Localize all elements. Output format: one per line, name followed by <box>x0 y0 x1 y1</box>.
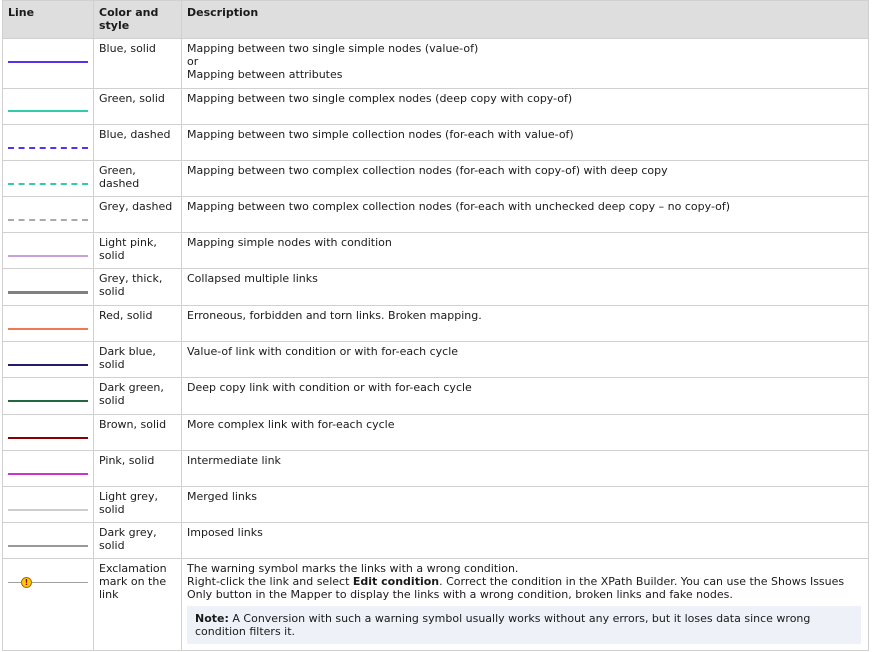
header-color-style: Color and style <box>94 1 182 39</box>
description-cell <box>182 559 869 651</box>
line-sample-cell <box>3 306 94 342</box>
warning-row <box>3 559 869 651</box>
color-style-cell: Dark grey, solid <box>94 523 182 559</box>
description-text: Mapping between two single simple nodes (value-of) <box>187 42 479 55</box>
line-sample-cell <box>3 559 94 651</box>
line-sample <box>8 110 88 112</box>
line-sample-cell <box>3 451 94 487</box>
color-style-cell: Blue, solid <box>94 39 182 89</box>
description-text: The warning symbol marks the links with a wrong condition. <box>187 562 519 575</box>
line-sample-cell <box>3 487 94 523</box>
description-cell <box>182 342 869 378</box>
line-sample <box>8 473 88 475</box>
line-sample <box>8 183 88 185</box>
legend-row <box>3 233 869 269</box>
description-cell <box>182 523 869 559</box>
note-text: A Conversion with such a warning symbol usually works without any errors, but it loses data since wrong condition filters it. <box>195 612 811 638</box>
description-cell <box>182 233 869 269</box>
note-label: Note: <box>195 612 229 625</box>
line-sample <box>8 328 88 330</box>
description-cell <box>182 451 869 487</box>
color-style-cell: Grey, thick, solid <box>94 269 182 306</box>
line-sample <box>8 400 88 402</box>
exclamation-warning-icon: ! <box>21 577 32 588</box>
edit-condition-label: Edit condition <box>352 575 440 588</box>
description-cell <box>182 39 869 89</box>
legend-row <box>3 378 869 415</box>
description-cell <box>182 306 869 342</box>
line-sample-cell <box>3 415 94 451</box>
legend-row <box>3 415 869 451</box>
description-cell <box>182 415 869 451</box>
legend-row <box>3 197 869 233</box>
description-cell <box>182 89 869 125</box>
description-text: Deep copy link with condition or with for-each cycle <box>187 381 472 394</box>
description-text: Mapping between two single complex nodes (deep copy with copy-of) <box>187 92 573 105</box>
description-cell <box>182 487 869 523</box>
description-text: Mapping simple nodes with condition <box>187 236 392 249</box>
color-style-cell: Green, solid <box>94 89 182 125</box>
legend-row <box>3 306 869 342</box>
description-cell <box>182 378 869 415</box>
description-text: Mapping between two complex collection nodes (for-each with copy-of) with deep copy <box>187 164 668 177</box>
line-sample <box>8 291 88 294</box>
line-sample-cell <box>3 378 94 415</box>
header-row <box>3 1 869 39</box>
color-style-cell: Dark green, solid <box>94 378 182 415</box>
description-text: Imposed links <box>187 526 263 539</box>
line-sample-cell <box>3 233 94 269</box>
line-sample-cell <box>3 523 94 559</box>
note-box <box>187 606 861 644</box>
description-instructions <box>187 575 863 601</box>
legend-row <box>3 161 869 197</box>
color-style-cell: Grey, dashed <box>94 197 182 233</box>
description-text: Mapping between two simple collection nodes (for-each with value-of) <box>187 128 574 141</box>
description-text: More complex link with for-each cycle <box>187 418 395 431</box>
description-text: Mapping between attributes <box>187 68 343 81</box>
description-text: Collapsed multiple links <box>187 272 318 285</box>
description-text: Intermediate link <box>187 454 281 467</box>
color-style-cell: Blue, dashed <box>94 125 182 161</box>
legend-row <box>3 523 869 559</box>
description-text: or <box>187 55 199 68</box>
description-text: Value-of link with condition or with for-each cycle <box>187 345 459 358</box>
link-legend-table <box>2 0 869 651</box>
line-sample <box>8 545 88 547</box>
header-line: Line <box>3 1 94 39</box>
header-description: Description <box>182 1 869 39</box>
line-sample <box>8 509 88 511</box>
line-sample <box>8 61 88 63</box>
description-cell <box>182 161 869 197</box>
line-sample-cell <box>3 125 94 161</box>
line-sample <box>8 219 88 221</box>
color-style-cell: Green, dashed <box>94 161 182 197</box>
description-cell <box>182 269 869 306</box>
color-style-cell: Red, solid <box>94 306 182 342</box>
description-text: Mapping between two complex collection nodes (for-each with unchecked deep copy – no copy-of) <box>187 200 731 213</box>
line-sample-cell <box>3 39 94 89</box>
color-style-cell: Brown, solid <box>94 415 182 451</box>
legend-row <box>3 487 869 523</box>
description-text: Erroneous, forbidden and torn links. Broken mapping. <box>187 309 482 322</box>
line-sample <box>8 255 88 257</box>
legend-row <box>3 269 869 306</box>
color-style-cell: Exclamation mark on the link <box>94 559 182 651</box>
color-style-cell: Light pink, solid <box>94 233 182 269</box>
instruction-text: Right-click the link and select <box>187 575 353 588</box>
instruction-text: . Correct the condition in the XPath Builder. You can use the Shows Issues Only button in the Mapper to display the links with a wrong condition, broken links and fake nodes. <box>187 575 845 601</box>
line-sample-cell <box>3 269 94 306</box>
color-style-cell: Light grey, solid <box>94 487 182 523</box>
description-text: Merged links <box>187 490 258 503</box>
line-sample-cell <box>3 89 94 125</box>
legend-row <box>3 342 869 378</box>
line-sample-cell <box>3 161 94 197</box>
legend-row <box>3 39 869 89</box>
legend-row <box>3 89 869 125</box>
line-sample <box>8 147 88 149</box>
line-sample <box>8 437 88 439</box>
legend-row <box>3 125 869 161</box>
legend-row <box>3 451 869 487</box>
legend-body <box>3 39 869 651</box>
description-cell <box>182 197 869 233</box>
line-sample <box>8 582 88 583</box>
line-sample <box>8 364 88 366</box>
color-style-cell: Pink, solid <box>94 451 182 487</box>
color-style-cell: Dark blue, solid <box>94 342 182 378</box>
description-cell <box>182 125 869 161</box>
line-sample-cell <box>3 342 94 378</box>
line-sample-cell <box>3 197 94 233</box>
